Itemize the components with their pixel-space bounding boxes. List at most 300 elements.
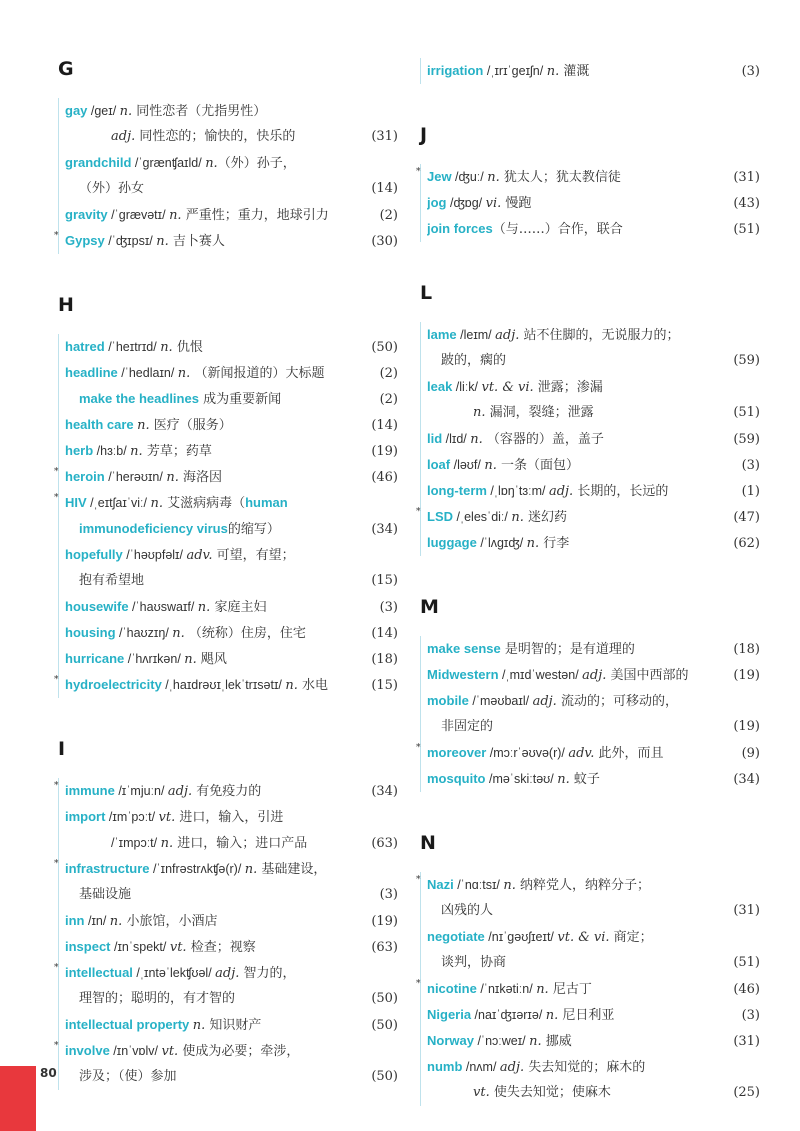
entry-text xyxy=(65,334,367,361)
entry-line xyxy=(65,804,398,830)
definition: 非固定的 xyxy=(441,719,494,734)
glossary-entry xyxy=(427,426,760,452)
glossary-entry xyxy=(54,490,398,542)
part-of-speech: vt. xyxy=(169,940,187,955)
section-letter: H xyxy=(58,294,74,316)
entry-line xyxy=(427,1054,760,1080)
entry-text xyxy=(65,620,367,647)
headword: involve xyxy=(65,1043,110,1058)
entry-line xyxy=(427,1028,760,1054)
phonetic: /ˈhəʊpfəlɪ/ xyxy=(122,548,187,562)
phonetic: /ˌlɒŋˈtɜːm/ xyxy=(486,484,549,498)
glossary-section xyxy=(54,738,398,1090)
part-of-speech: n. xyxy=(285,678,298,693)
entry-line xyxy=(427,530,760,556)
part-of-speech: n. xyxy=(511,510,524,525)
glossary-entry xyxy=(427,924,760,976)
glossary-entry xyxy=(427,322,760,374)
definition: 芳草；药草 xyxy=(142,444,212,459)
entry-line xyxy=(427,872,760,898)
entry-line xyxy=(65,830,398,856)
page-reference: (43) xyxy=(733,196,760,211)
page-reference: (19) xyxy=(371,914,398,929)
part-of-speech: n. xyxy=(130,444,143,459)
page-reference: (19) xyxy=(733,668,760,683)
glossary-section xyxy=(416,124,760,242)
entry-line xyxy=(65,176,398,202)
phonetic: /ˈgrænʧaɪld/ xyxy=(131,156,206,170)
asterisk-mark: * xyxy=(54,781,59,791)
entry-text xyxy=(427,636,729,663)
definition: 基础设施 xyxy=(79,887,132,902)
entry-text xyxy=(65,934,367,961)
headword: Norway xyxy=(427,1033,474,1048)
glossary-entry xyxy=(427,530,760,556)
asterisk-mark: * xyxy=(54,675,59,685)
definition: 犹太人；犹太教信徒 xyxy=(499,170,621,185)
definition: 有免疫力的 xyxy=(192,784,262,799)
entry-text xyxy=(65,856,398,883)
page-reference: (15) xyxy=(371,678,398,693)
page-reference: (1) xyxy=(741,484,760,499)
headword: inn xyxy=(65,913,85,928)
headword: heroin xyxy=(65,469,105,484)
entry-line xyxy=(65,672,398,698)
asterisk-mark: * xyxy=(416,743,421,753)
glossary-entry xyxy=(416,740,760,766)
phonetic: /ləʊf/ xyxy=(450,458,485,472)
part-of-speech: adj. xyxy=(548,484,574,499)
asterisk-mark: * xyxy=(416,507,421,517)
definition: 检查；视察 xyxy=(186,940,256,955)
headword: long-term xyxy=(427,483,487,498)
headword: hurricane xyxy=(65,651,125,666)
entry-text xyxy=(441,898,729,924)
definition: 站不住脚的，无说服力的； xyxy=(519,328,680,343)
entry-text xyxy=(427,58,738,85)
headword: grandchild xyxy=(65,155,132,170)
entry-list xyxy=(416,872,760,1106)
definition: （外）孙女 xyxy=(79,181,145,196)
definition: 进口，输入；进口产品 xyxy=(173,836,308,851)
definition: 使成为必要；牵涉， xyxy=(178,1044,300,1059)
definition: 严重性；重力，地球引力 xyxy=(181,208,329,223)
headword: luggage xyxy=(427,535,477,550)
asterisk-mark: * xyxy=(54,467,59,477)
definition: 同性恋的；愉快的，快乐的 xyxy=(135,129,296,144)
entry-line xyxy=(427,766,760,792)
entry-line xyxy=(427,688,760,714)
entry-line xyxy=(427,898,760,924)
part-of-speech: adv. xyxy=(186,548,213,563)
headword: jog xyxy=(427,195,447,210)
headword: gravity xyxy=(65,207,108,222)
page-reference: (14) xyxy=(371,626,398,641)
entry-line xyxy=(65,124,398,150)
entry-text xyxy=(427,374,760,401)
definition: 纳粹党人，纳粹分子； xyxy=(515,878,650,893)
entry-line xyxy=(65,1012,398,1038)
phonetic: /naɪˈʤɪərɪə/ xyxy=(471,1008,546,1022)
glossary-entry xyxy=(54,228,398,254)
headword: intellectual property xyxy=(65,1017,190,1032)
entry-text xyxy=(427,1002,738,1029)
entry-text xyxy=(427,1054,760,1081)
entry-text xyxy=(79,1064,367,1090)
entry-list xyxy=(54,778,398,1090)
headword: moreover xyxy=(427,745,487,760)
headword: immune xyxy=(65,783,115,798)
glossary-entry xyxy=(427,636,760,662)
part-of-speech: n. xyxy=(536,982,549,997)
entry-text xyxy=(79,986,367,1012)
entry-text xyxy=(65,464,367,491)
page-number-tab xyxy=(0,1066,36,1131)
phonetic: /ˈhedlaɪn/ xyxy=(117,366,178,380)
glossary-section xyxy=(416,832,760,1106)
entry-text xyxy=(427,688,760,715)
entry-text xyxy=(427,662,729,689)
page-reference: (31) xyxy=(733,1034,760,1049)
entry-text xyxy=(427,504,729,531)
part-of-speech: n. xyxy=(172,626,185,641)
entry-line xyxy=(427,950,760,976)
entry-line xyxy=(65,360,398,386)
entry-text xyxy=(65,960,398,987)
part-of-speech: n. xyxy=(119,104,133,119)
part-of-speech: n. xyxy=(546,64,560,79)
page-reference: (18) xyxy=(733,642,760,657)
definition: 蚊子 xyxy=(569,772,600,787)
entry-text xyxy=(65,438,367,465)
glossary-entry xyxy=(427,1028,760,1054)
entry-list xyxy=(416,636,760,792)
headword: Jew xyxy=(427,169,452,184)
page-number: 80 xyxy=(40,1066,57,1080)
definition: 灌溉 xyxy=(559,64,590,79)
entry-text xyxy=(65,646,367,673)
part-of-speech: adj. xyxy=(215,966,240,981)
definition: 小旅馆，小酒店 xyxy=(122,914,218,929)
entry-text xyxy=(65,542,398,569)
phonetic: /ˈɪnfrəstrʌkʧə(r)/ xyxy=(149,862,245,876)
phonetic: /nɪˈgəʊʃɪeɪt/ xyxy=(484,930,558,944)
page-reference: (14) xyxy=(371,181,398,196)
page-reference: (50) xyxy=(371,1018,398,1033)
glossary-entry xyxy=(65,542,398,594)
glossary-entry xyxy=(54,464,398,490)
entry-line xyxy=(427,452,760,478)
page-reference: (3) xyxy=(741,64,760,79)
entry-text xyxy=(427,216,729,243)
phonetic: /ˈnɪkətiːn/ xyxy=(476,982,537,996)
part-of-speech: n. xyxy=(484,458,497,473)
page-reference: (2) xyxy=(379,208,398,223)
entry-text xyxy=(65,98,398,125)
definition: 跛的，瘸的 xyxy=(441,353,507,368)
definition: 医疗（服务） xyxy=(149,418,232,433)
entry-text xyxy=(65,150,398,177)
entry-line xyxy=(65,620,398,646)
entry-text xyxy=(427,478,738,505)
page-reference: (15) xyxy=(371,573,398,588)
phonetic: /leɪm/ xyxy=(456,328,496,342)
phonetic: /ɪnˈspekt/ xyxy=(110,940,170,954)
phonetic: /ˈɪmpɔːt/ xyxy=(111,836,161,850)
asterisk-mark: * xyxy=(416,875,421,885)
definition: 行李 xyxy=(539,536,570,551)
part-of-speech: adj. xyxy=(167,784,193,799)
headword: immunodeficiency virus xyxy=(79,521,228,536)
part-of-speech: n. xyxy=(205,156,218,171)
asterisk-mark: * xyxy=(54,859,59,869)
phonetic: /ˈgrævətɪ/ xyxy=(107,208,170,222)
phonetic: /ˈhaʊzɪŋ/ xyxy=(115,626,173,640)
phonetic: /liːk/ xyxy=(452,380,482,394)
entry-line xyxy=(427,426,760,452)
headword: HIV xyxy=(65,495,87,510)
section-letter: J xyxy=(420,124,428,146)
entry-line xyxy=(65,1064,398,1090)
phonetic: /mɔːrˈəʊvə(r)/ xyxy=(486,746,569,760)
asterisk-mark: * xyxy=(54,1041,59,1051)
asterisk-mark: * xyxy=(54,963,59,973)
glossary-entry xyxy=(416,504,760,530)
part-of-speech: n. xyxy=(244,862,258,877)
definition: 谈判，协商 xyxy=(441,955,507,970)
definition: 可望，有望； xyxy=(212,548,295,563)
phonetic: /ɪnˈvɒlv/ xyxy=(109,1044,162,1058)
section-letter: L xyxy=(420,282,433,304)
phonetic: /ˌeɪtʃaɪˈviː/ xyxy=(86,496,151,510)
entry-text xyxy=(79,176,367,202)
asterisk-mark: * xyxy=(54,231,59,241)
part-of-speech: vt. xyxy=(161,1044,179,1059)
headword: lid xyxy=(427,431,443,446)
page-reference: (62) xyxy=(733,536,760,551)
headword: hatred xyxy=(65,339,105,354)
entry-line xyxy=(65,778,398,804)
part-of-speech: n. xyxy=(529,1034,542,1049)
part-of-speech: vt. xyxy=(473,1085,490,1100)
entry-text xyxy=(111,830,367,857)
headword: mosquito xyxy=(427,771,486,786)
entry-text xyxy=(427,190,729,217)
definition: （统称）住房，住宅 xyxy=(184,626,306,641)
part-of-speech: n. xyxy=(150,496,163,511)
entry-text xyxy=(65,360,376,387)
phonetic: /ˈheɪtrɪd/ xyxy=(104,340,161,354)
headword: LSD xyxy=(427,509,453,524)
headword: numb xyxy=(427,1059,463,1074)
entry-line xyxy=(427,190,760,216)
part-of-speech: n. xyxy=(166,470,179,485)
glossary-entry xyxy=(427,452,760,478)
page-reference: (3) xyxy=(741,1008,760,1023)
page-reference: (50) xyxy=(371,1069,398,1084)
entry-line xyxy=(427,216,760,242)
glossary-entry xyxy=(427,688,760,740)
definition: 成为重要新闻 xyxy=(198,392,282,407)
entry-line xyxy=(65,646,398,672)
glossary-entry xyxy=(427,766,760,792)
glossary-entry xyxy=(427,374,760,426)
definition: 尼日利亚 xyxy=(558,1008,615,1023)
page-reference: (51) xyxy=(733,405,760,420)
definition: 凶残的人 xyxy=(441,903,494,918)
part-of-speech: n. xyxy=(473,405,486,420)
entry-line xyxy=(65,986,398,1012)
entry-text xyxy=(65,908,367,935)
part-of-speech: n. xyxy=(526,536,540,551)
definition: 泄露；渗漏 xyxy=(533,380,603,395)
entry-list xyxy=(420,58,760,84)
definition: 艾滋病病毒（ xyxy=(162,496,246,511)
entry-text xyxy=(427,426,729,453)
page-reference: (18) xyxy=(371,652,398,667)
headword: infrastructure xyxy=(65,861,150,876)
section-letter: I xyxy=(58,738,66,760)
asterisk-mark: * xyxy=(54,493,59,503)
phonetic: /ˈherəʊɪn/ xyxy=(104,470,167,484)
entry-list xyxy=(416,322,760,556)
entry-line xyxy=(427,1002,760,1028)
definition: 是明智的；是有道理的 xyxy=(500,642,635,657)
definition: 吉卜赛人 xyxy=(168,234,225,249)
glossary-entry xyxy=(65,908,398,934)
headword: health care xyxy=(65,417,134,432)
phonetic: /məˈskiːtəʊ/ xyxy=(485,772,558,786)
headword: Nigeria xyxy=(427,1007,472,1022)
entry-text xyxy=(427,740,738,767)
glossary-entry xyxy=(54,856,398,908)
phonetic: /ˈnɑːtsɪ/ xyxy=(453,878,504,892)
entry-line xyxy=(427,478,760,504)
headword: import xyxy=(65,809,106,824)
phonetic: /ʤɒg/ xyxy=(446,196,486,210)
entry-text xyxy=(79,516,367,543)
definition: （与……）合作，联合 xyxy=(492,222,623,237)
entry-line xyxy=(65,882,398,908)
glossary-entry xyxy=(65,438,398,464)
entry-line xyxy=(65,438,398,464)
headword: mobile xyxy=(427,693,469,708)
definition: 进口，输入，引进 xyxy=(175,810,284,825)
page-reference: (3) xyxy=(379,887,398,902)
glossary-entry xyxy=(427,1002,760,1028)
entry-text xyxy=(65,1012,367,1039)
part-of-speech: n. xyxy=(557,772,570,787)
part-of-speech: n. xyxy=(197,600,211,615)
page-reference: (25) xyxy=(733,1085,760,1100)
page-reference: (46) xyxy=(733,982,760,997)
part-of-speech: n. xyxy=(545,1008,559,1023)
definition: 美国中西部的 xyxy=(606,668,689,683)
headword: gay xyxy=(65,103,88,118)
entry-text xyxy=(111,124,367,150)
definition: （外）孙子， xyxy=(217,156,296,171)
entry-line xyxy=(65,202,398,228)
headword: join forces xyxy=(427,221,493,236)
part-of-speech: adj. xyxy=(111,129,136,144)
entry-line xyxy=(65,960,398,986)
part-of-speech: n. xyxy=(109,914,123,929)
page-reference: (63) xyxy=(371,940,398,955)
asterisk-mark: * xyxy=(416,167,421,177)
entry-text xyxy=(427,322,760,349)
glossary-entry xyxy=(427,1054,760,1106)
entry-line xyxy=(427,348,760,374)
entry-line xyxy=(427,924,760,950)
part-of-speech: vt. & vi. xyxy=(557,930,610,945)
page-reference: (46) xyxy=(371,470,398,485)
entry-line xyxy=(427,374,760,400)
headword: hopefully xyxy=(65,547,123,562)
page-reference: (34) xyxy=(733,772,760,787)
phonetic: /ɪˈmjuːn/ xyxy=(114,784,168,798)
page-reference: (51) xyxy=(733,222,760,237)
page-reference: (50) xyxy=(371,340,398,355)
part-of-speech: n. xyxy=(192,1018,206,1033)
headword: nicotine xyxy=(427,981,477,996)
entry-list xyxy=(54,334,398,698)
headword: Midwestern xyxy=(427,667,499,682)
definition: （容器的）盖，盖子 xyxy=(482,432,604,447)
phonetic: /lɪd/ xyxy=(442,432,471,446)
glossary-entry xyxy=(65,150,398,202)
entry-text xyxy=(427,976,729,1003)
definition: 知识财产 xyxy=(205,1018,262,1033)
entry-line xyxy=(65,856,398,882)
entry-line xyxy=(65,464,398,490)
definition: 基础建设， xyxy=(257,862,327,877)
entry-text xyxy=(427,1028,729,1055)
glossary-section xyxy=(416,596,760,792)
page-reference: (30) xyxy=(371,234,398,249)
phonetic: /ˈʤɪpsɪ/ xyxy=(104,234,157,248)
glossary-entry xyxy=(65,594,398,620)
entry-text xyxy=(441,950,729,976)
entry-line xyxy=(65,568,398,594)
entry-text xyxy=(441,714,729,740)
entry-text xyxy=(79,882,376,908)
entry-line xyxy=(65,334,398,360)
entry-line xyxy=(65,934,398,960)
glossary-entry xyxy=(54,1038,398,1090)
page-reference: (31) xyxy=(733,170,760,185)
entry-line xyxy=(65,908,398,934)
headword: Gypsy xyxy=(65,233,105,248)
page-reference: (3) xyxy=(379,600,398,615)
entry-line xyxy=(65,228,398,254)
phonetic: /ˈnɔːweɪ/ xyxy=(473,1034,530,1048)
glossary-entry xyxy=(416,976,760,1002)
definition: 迷幻药 xyxy=(523,510,568,525)
phonetic: /ˌelesˈdiː/ xyxy=(453,510,512,524)
glossary-entry xyxy=(416,872,760,924)
glossary-entry xyxy=(427,478,760,504)
page-reference: (34) xyxy=(371,784,398,799)
definition: 仇恨 xyxy=(172,340,203,355)
glossary-entry xyxy=(54,778,398,804)
definition: 家庭主妇 xyxy=(210,600,267,615)
phonetic: /ˈlʌgɪʤ/ xyxy=(476,536,527,550)
headword: loaf xyxy=(427,457,451,472)
entry-line xyxy=(65,412,398,438)
entry-text xyxy=(427,530,729,557)
section-letter: G xyxy=(58,58,74,80)
entry-text xyxy=(427,452,738,479)
